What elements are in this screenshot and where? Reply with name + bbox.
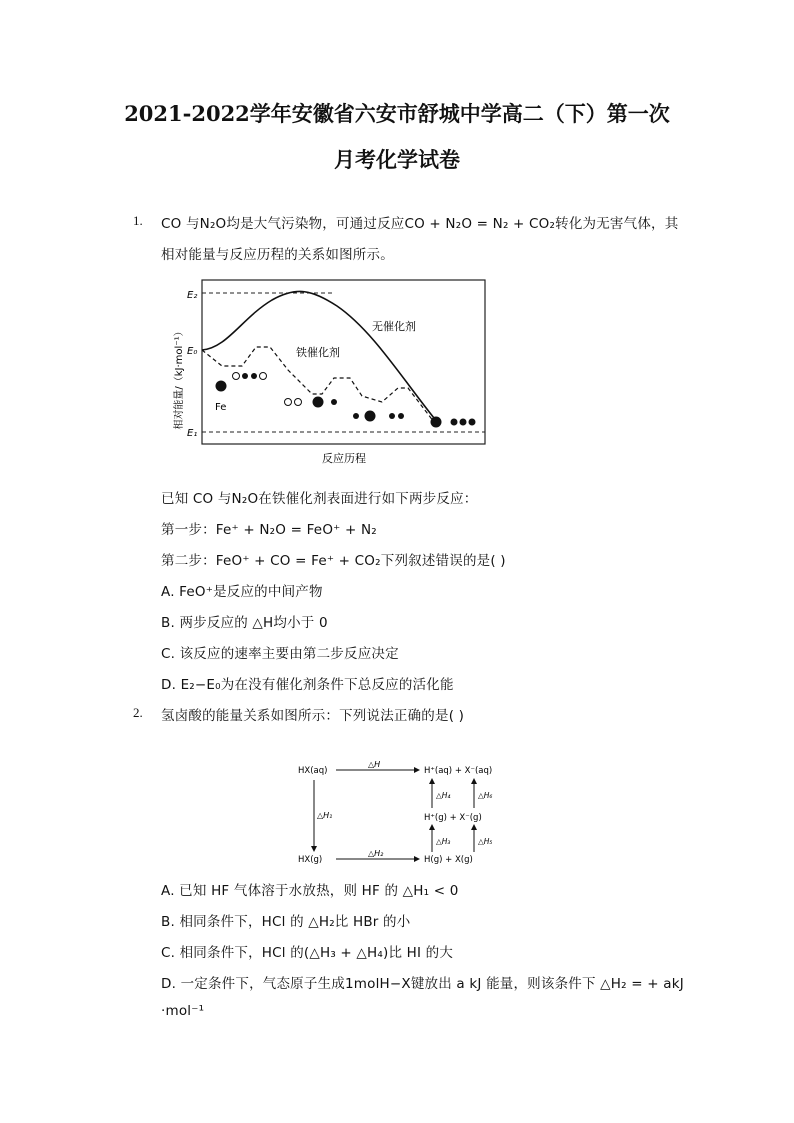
e0-label: E₀ xyxy=(187,346,198,357)
dh6-label: △H₆ xyxy=(478,791,493,800)
question-1-option-d: D. E₂−E₀为在没有催化剂条件下总反应的活化能 xyxy=(161,677,454,693)
dh1-label: △H₁ xyxy=(317,811,333,820)
dh-label: △H xyxy=(368,760,381,769)
document-title-line-2: 月考化学试卷 xyxy=(334,147,460,172)
question-2-option-c: C. 相同条件下，HCl 的(△H₃ + △H₄)比 HI 的大 xyxy=(161,945,454,961)
question-2-option-b: B. 相同条件下，HCl 的 △H₂比 HBr 的小 xyxy=(161,914,411,930)
question-2-option-d: D. 一定条件下，气态原子生成1molH−X键放出 a kJ 能量，则该条件下 △H₂ = + akJ xyxy=(161,976,684,992)
question-1-known-text: 已知 CO 与N₂O在铁催化剂表面进行如下两步反应： xyxy=(161,491,478,507)
question-2-stem: 氢卤酸的能量关系如图所示：下列说法正确的是( ) xyxy=(161,708,465,724)
question-1-step-1: 第一步：Fe⁺ + N₂O = FeO⁺ + N₂ xyxy=(161,522,377,538)
document-title-line-1: 2021-2022学年安徽省六安市舒城中学高二（下）第一次 xyxy=(124,101,670,126)
energy-cycle-diagram xyxy=(296,758,506,870)
n2o-molecule-icon xyxy=(233,373,267,380)
hx-aq-label: HX(aq) xyxy=(298,766,328,776)
fe-co-molecule-icon xyxy=(353,411,404,422)
question-1-number: 1. xyxy=(133,213,143,228)
arrow-dh1-icon xyxy=(311,846,317,852)
x-axis-label: 反应历程 xyxy=(322,452,366,465)
products-molecule-icon xyxy=(431,417,476,428)
dh5-label: △H₅ xyxy=(478,837,493,846)
fe-label: Fe xyxy=(215,402,227,413)
question-1-stem-line-1: CO 与N₂O均是大气污染物，可通过反应CO + N₂O = N₂ + CO₂转化为无害气体，其 xyxy=(161,216,679,232)
arrow-dh5-icon xyxy=(471,824,477,830)
energy-profile-figure xyxy=(172,278,492,468)
question-1-stem-line-2: 相对能量与反应历程的关系如图所示。 xyxy=(161,247,394,263)
fe-catalyst-label: 铁催化剂 xyxy=(296,346,340,359)
question-1-option-c: C. 该反应的速率主要由第二步反应决定 xyxy=(161,646,399,662)
arrow-dh3-icon xyxy=(429,824,435,830)
h-g-x-g-ion-label: H⁺(g) + X⁻(g) xyxy=(424,813,482,823)
question-1-step-2: 第二步：FeO⁺ + CO = Fe⁺ + CO₂下列叙述错误的是( ) xyxy=(161,553,506,569)
arrow-dh2-icon xyxy=(414,856,420,862)
question-1-option-a: A. FeO⁺是反应的中间产物 xyxy=(161,584,323,600)
e1-label: E₁ xyxy=(187,428,198,439)
dh4-label: △H₄ xyxy=(436,791,451,800)
fe-atom-icon xyxy=(216,381,227,392)
dh2-label: △H₂ xyxy=(368,849,384,858)
question-2-option-d-continuation: ·mol⁻¹ xyxy=(161,1003,205,1019)
h-aq-x-aq-label: H⁺(aq) + X⁻(aq) xyxy=(424,766,493,776)
arrow-dh4-icon xyxy=(429,778,435,784)
feo-co-molecule-icon xyxy=(285,397,338,408)
question-2-number: 2. xyxy=(133,705,143,720)
arrow-dh6-icon xyxy=(471,778,477,784)
e2-label: E₂ xyxy=(187,290,198,301)
h-g-x-g-label: H(g) + X(g) xyxy=(424,855,473,865)
question-1-option-b: B. 两步反应的 △H均小于 0 xyxy=(161,615,328,631)
no-catalyst-label: 无催化剂 xyxy=(372,320,416,333)
y-axis-label: 相对能量/（kJ·mol⁻¹） xyxy=(174,326,185,430)
arrow-dh-icon xyxy=(414,767,420,773)
dh3-label: △H₃ xyxy=(436,837,451,846)
hx-g-label: HX(g) xyxy=(298,855,323,865)
question-2-option-a: A. 已知 HF 气体溶于水放热，则 HF 的 △H₁ < 0 xyxy=(161,883,459,899)
